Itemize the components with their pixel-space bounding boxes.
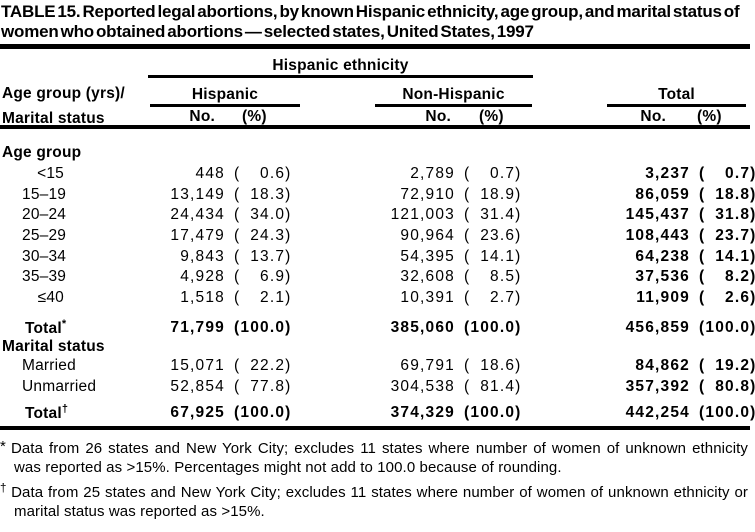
- pct-value: 2.7: [490, 288, 516, 306]
- pct-value: 100.0: [470, 318, 516, 336]
- total-pct-cell: [690, 403, 755, 422]
- total-pct-cell: [690, 268, 755, 286]
- paren-open: (: [234, 403, 240, 421]
- paren-close: ): [750, 227, 755, 245]
- pct-value: 18.8: [715, 185, 751, 203]
- paren-open: (: [699, 165, 705, 183]
- paren-close: ): [515, 357, 521, 375]
- pct-value: 100.0: [705, 403, 751, 421]
- paren-open: (: [234, 378, 240, 396]
- section-header: [0, 129, 750, 164]
- pct-value: 19.2: [715, 357, 751, 375]
- pct-value: 81.4: [480, 378, 516, 396]
- total-no-cell: 442,254: [625, 403, 690, 421]
- row-label-cell: [0, 403, 135, 423]
- paren-open: (: [699, 357, 705, 375]
- paren-close: ): [750, 185, 755, 203]
- non-hispanic-no-cell: 374,329: [390, 403, 455, 421]
- hispanic-pct-cell: [225, 404, 293, 422]
- pct-value: 100.0: [705, 318, 751, 336]
- pct-value: 2.6: [725, 288, 751, 306]
- total-pct-cell: [690, 206, 755, 224]
- total-no-cell: 84,862: [635, 357, 690, 375]
- paren-open: (: [234, 268, 240, 286]
- paren-close: ): [750, 288, 755, 306]
- paren-close: ): [285, 165, 291, 183]
- paren-open: (: [464, 247, 470, 265]
- paren-open: (: [234, 227, 240, 245]
- hispanic-pct-cell: [225, 206, 293, 224]
- column-group-non-hispanic: Non-Hispanic: [402, 86, 505, 103]
- hispanic-no-cell: 67,925: [170, 403, 225, 421]
- paren-open: (: [464, 288, 470, 306]
- total-no-cell: 3,237: [645, 165, 690, 183]
- paren-open: (: [234, 206, 240, 224]
- pct-value: 77.8: [250, 378, 286, 396]
- footnote-text: Data from 26 states and New York City; excludes 11 states where number of women of unknown ethnicity was reported as >15%. Percentages might not add to 100.0 because of rounding.: [10, 440, 748, 477]
- total-no-cell: 108,443: [625, 227, 690, 245]
- row-label-cell: [0, 289, 135, 307]
- subheader-spacer: [0, 108, 135, 126]
- total-no-cell: 145,437: [625, 206, 690, 224]
- pct-value: 13.7: [250, 247, 286, 265]
- total-pct-cell: [690, 247, 755, 266]
- paren-open: (: [699, 185, 705, 203]
- total-no-cell: 37,536: [635, 268, 690, 286]
- paren-open: (: [464, 378, 470, 396]
- row-label: 25–29: [22, 227, 67, 245]
- non-hispanic-pct-cell: [455, 289, 523, 307]
- hispanic-underline: [150, 104, 300, 107]
- paren-close: ): [285, 206, 291, 224]
- row-label-cell: [0, 186, 135, 204]
- paren-close: ): [750, 318, 755, 336]
- hispanic-no-cell: 448: [195, 165, 225, 183]
- paren-close: ): [515, 227, 521, 245]
- pct-value: 6.9: [260, 268, 286, 286]
- pct-value: 80.8: [715, 378, 751, 396]
- paren-close: ): [750, 268, 755, 286]
- subheader-row: [0, 108, 748, 126]
- non-hispanic-no-cell: 2,789: [410, 165, 455, 183]
- bottom-rule: [0, 426, 750, 430]
- pct-value: 31.4: [480, 206, 516, 224]
- paren-open: (: [464, 206, 470, 224]
- non-hispanic-no-cell: 385,060: [390, 318, 455, 336]
- paren-open: (: [699, 403, 705, 421]
- total-pct-header: (%): [697, 108, 722, 125]
- hispanic-no-cell: 13,149: [170, 185, 225, 203]
- total-underline: [607, 104, 746, 107]
- section-header: [0, 338, 750, 356]
- paren-close: ): [515, 288, 521, 306]
- paren-close: ): [285, 318, 291, 336]
- pct-value: 8.2: [725, 268, 751, 286]
- non-hispanic-pct-cell: [455, 206, 523, 224]
- non-hispanic-pct-cell: [455, 268, 523, 286]
- paren-close: ): [285, 185, 291, 203]
- footnote-asterisk: [0, 437, 748, 477]
- row-label-cell: [0, 227, 135, 245]
- non-hispanic-pct-cell: [455, 248, 523, 266]
- table-body: [0, 129, 755, 423]
- row-label-cell: [0, 165, 135, 183]
- footnote-text: Data from 25 states and New York City; excludes 11 states where number of women of unknown ethnicity or marital status was reported as >15%.: [11, 484, 748, 521]
- non-hispanic-pct-header: (%): [479, 108, 504, 125]
- non-hispanic-pct-cell: [455, 378, 523, 396]
- paren-open: (: [699, 318, 705, 336]
- pct-value: 14.1: [715, 247, 751, 265]
- paren-open: (: [234, 318, 240, 336]
- row-label: <15: [37, 165, 64, 183]
- total-no-cell: 456,859: [625, 318, 690, 336]
- table-row: [0, 356, 755, 377]
- non-hispanic-no-cell: 10,391: [400, 288, 455, 306]
- table-header: [0, 49, 750, 125]
- hispanic-pct-cell: [225, 357, 293, 375]
- hispanic-no-cell: 4,928: [180, 268, 225, 286]
- hispanic-no-cell: 71,799: [170, 318, 225, 336]
- total-row: [0, 317, 755, 338]
- paren-open: (: [464, 165, 470, 183]
- non-hispanic-no-header: No.: [425, 108, 451, 125]
- paren-close: ): [515, 318, 521, 336]
- non-hispanic-underline: [375, 104, 532, 107]
- hispanic-no-cell: 1,518: [180, 288, 225, 306]
- section-label: Marital status: [2, 338, 105, 356]
- row-label-cell: [0, 268, 135, 286]
- table-row: [0, 288, 755, 309]
- table-row: [0, 226, 755, 247]
- hispanic-pct-cell: [225, 319, 293, 337]
- table-row: [0, 164, 755, 185]
- section-label: Age group: [2, 144, 82, 161]
- row-label-cell: [0, 378, 135, 396]
- table-row: [0, 377, 755, 398]
- row-label-cell: [0, 206, 135, 224]
- pct-value: 100.0: [470, 403, 516, 421]
- pct-value: 2.1: [260, 288, 286, 306]
- pct-value: 18.3: [250, 185, 286, 203]
- row-label: 15–19: [22, 185, 67, 203]
- hispanic-pct-cell: [225, 289, 293, 307]
- total-no-header: No.: [640, 108, 666, 125]
- pct-value: 23.7: [715, 227, 751, 245]
- pct-value: 22.2: [250, 357, 286, 375]
- paren-close: ): [750, 403, 755, 421]
- pct-value: 0.6: [260, 165, 286, 183]
- pct-value: 31.8: [715, 206, 751, 224]
- non-hispanic-pct-cell: [455, 357, 523, 375]
- hispanic-no-cell: 52,854: [170, 378, 225, 396]
- non-hispanic-pct-cell: [455, 227, 523, 245]
- row-label: Unmarried: [22, 378, 97, 396]
- paren-open: (: [234, 288, 240, 306]
- total-no-cell: 64,238: [635, 247, 690, 265]
- hispanic-ethnicity-rule: [148, 75, 533, 78]
- total-row: [0, 402, 755, 423]
- footnote-marker-dagger: †: [0, 483, 8, 496]
- total-no-cell: 86,059: [635, 185, 690, 203]
- paren-close: ): [750, 247, 755, 265]
- hispanic-no-cell: 24,434: [170, 206, 225, 224]
- column-group-total: Total: [658, 86, 695, 103]
- non-hispanic-no-cell: 72,910: [400, 185, 455, 203]
- pct-value: 24.3: [250, 227, 286, 245]
- row-label: Total: [25, 319, 62, 337]
- paren-close: ): [285, 268, 291, 286]
- paren-open: (: [464, 357, 470, 375]
- hispanic-pct-cell: [225, 248, 293, 266]
- paren-open: (: [699, 288, 705, 306]
- total-pct-cell: [690, 378, 755, 396]
- paren-close: ): [285, 378, 291, 396]
- pct-value: 14.1: [480, 247, 516, 265]
- paren-close: ): [515, 206, 521, 224]
- paren-open: (: [234, 247, 240, 265]
- paren-open: (: [234, 165, 240, 183]
- table-row: [0, 246, 755, 267]
- paren-open: (: [464, 403, 470, 421]
- paren-close: ): [285, 227, 291, 245]
- row-header-line2: Marital status: [2, 110, 105, 127]
- row-label-cell: [0, 357, 135, 375]
- row-label: Married: [22, 357, 76, 375]
- footnote-dagger: [0, 480, 748, 521]
- paren-open: (: [699, 378, 705, 396]
- paren-open: (: [699, 227, 705, 245]
- total-pct-cell: [690, 165, 755, 183]
- pct-value: 100.0: [240, 403, 286, 421]
- paren-close: ): [285, 403, 291, 421]
- paren-close: ): [750, 206, 755, 224]
- pct-value: 23.6: [480, 227, 516, 245]
- hispanic-pct-header: (%): [242, 108, 267, 125]
- non-hispanic-no-cell: 121,003: [390, 206, 455, 224]
- row-label: 20–24: [22, 206, 67, 224]
- total-no-cell: 11,909: [636, 288, 690, 306]
- pct-value: 8.5: [490, 268, 516, 286]
- pct-value: 34.0: [250, 206, 286, 224]
- non-hispanic-no-cell: 69,791: [400, 357, 455, 375]
- hispanic-pct-cell: [225, 378, 293, 396]
- row-label-cell: [0, 318, 135, 338]
- paren-open: (: [234, 357, 240, 375]
- non-hispanic-pct-cell: [455, 319, 523, 337]
- pct-value: 0.7: [725, 165, 751, 183]
- total-pct-cell: [690, 288, 755, 307]
- paren-open: (: [699, 206, 705, 224]
- paren-close: ): [750, 165, 755, 183]
- total-pct-cell: [690, 318, 755, 337]
- paren-close: ): [285, 357, 291, 375]
- hispanic-no-cell: 17,479: [170, 227, 225, 245]
- total-no-cell: 357,392: [625, 378, 690, 396]
- paren-open: (: [464, 268, 470, 286]
- paren-open: (: [464, 185, 470, 203]
- non-hispanic-pct-cell: [455, 186, 523, 204]
- paren-close: ): [515, 403, 521, 421]
- total-pct-cell: [690, 357, 755, 375]
- pct-value: 0.7: [490, 165, 516, 183]
- hispanic-no-cell: 15,071: [170, 357, 225, 375]
- pct-value: 18.6: [480, 357, 516, 375]
- paren-close: ): [515, 268, 521, 286]
- row-label: 35–39: [22, 268, 67, 286]
- non-hispanic-no-cell: 304,538: [390, 378, 455, 396]
- table-row: [0, 185, 755, 206]
- paren-close: ): [515, 247, 521, 265]
- paren-close: ): [285, 247, 291, 265]
- non-hispanic-pct-cell: [455, 404, 523, 422]
- hispanic-no-header: No.: [189, 108, 215, 125]
- non-hispanic-no-cell: 32,608: [400, 268, 455, 286]
- footnotes: [0, 437, 748, 521]
- row-header-line1: Age group (yrs)/: [2, 85, 125, 102]
- paren-open: (: [234, 185, 240, 203]
- paren-open: (: [699, 247, 705, 265]
- paren-close: ): [750, 378, 755, 396]
- row-label-cell: [0, 248, 135, 266]
- column-group-hispanic: Hispanic: [191, 86, 259, 103]
- non-hispanic-pct-cell: [455, 165, 523, 183]
- pct-value: 18.9: [480, 185, 516, 203]
- paren-close: ): [285, 288, 291, 306]
- total-pct-cell: [690, 227, 755, 245]
- paren-close: ): [750, 357, 755, 375]
- paren-open: (: [699, 268, 705, 286]
- hispanic-pct-cell: [225, 227, 293, 245]
- non-hispanic-no-cell: 90,964: [400, 227, 455, 245]
- total-footnote-marker: †: [61, 402, 69, 415]
- total-footnote-marker: *: [61, 317, 67, 330]
- row-label: 30–34: [22, 247, 67, 265]
- paren-open: (: [464, 318, 470, 336]
- row-label: Total: [25, 404, 62, 422]
- hispanic-pct-cell: [225, 186, 293, 204]
- total-pct-cell: [690, 185, 755, 204]
- paren-close: ): [515, 378, 521, 396]
- table-row: [0, 205, 755, 226]
- hispanic-ethnicity-group-label: Hispanic ethnicity: [272, 57, 409, 74]
- non-hispanic-no-cell: 54,395: [400, 247, 455, 265]
- paren-open: (: [464, 227, 470, 245]
- footnote-marker-asterisk: *: [0, 438, 6, 456]
- row-label: ≤40: [37, 288, 64, 306]
- table-title: TABLE 15. Reported legal abortions, by known Hispanic ethnicity, age group, and marital status of women who obtained abortions — selected states, United States, 1997: [1, 2, 740, 41]
- paren-close: ): [515, 185, 521, 203]
- hispanic-no-cell: 9,843: [180, 247, 225, 265]
- table-row: [0, 267, 755, 288]
- hispanic-pct-cell: [225, 165, 293, 183]
- paren-close: ): [515, 165, 521, 183]
- hispanic-pct-cell: [225, 268, 293, 286]
- pct-value: 100.0: [240, 318, 286, 336]
